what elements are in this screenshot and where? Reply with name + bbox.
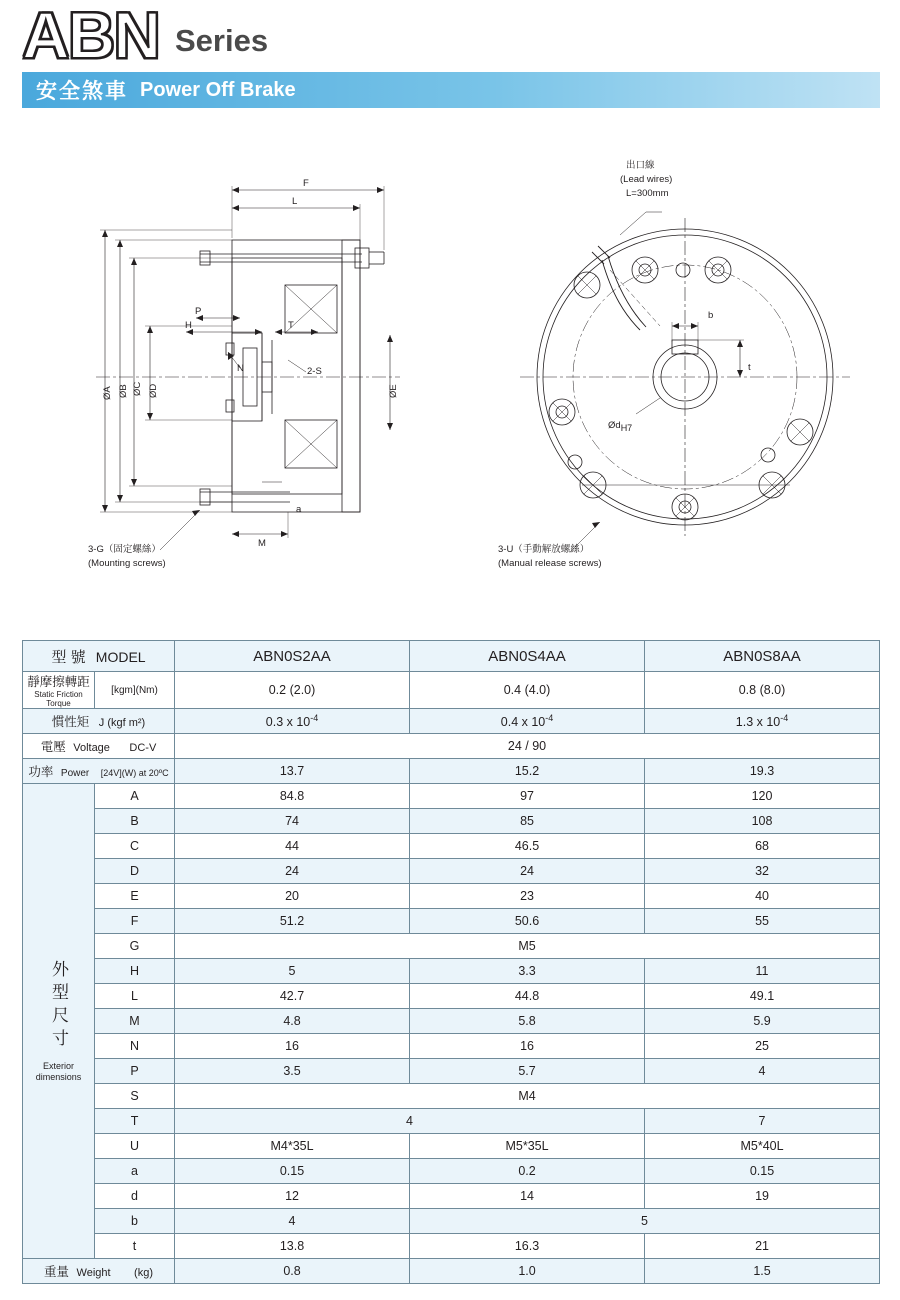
- dim-P-0: 3.5: [175, 1059, 410, 1084]
- dim-label-diaC: ØC: [132, 381, 143, 396]
- dim-label-H: H: [185, 320, 192, 331]
- dim-T-0: 4: [175, 1109, 645, 1134]
- unit-static-torque: [kgm](Nm): [95, 672, 175, 709]
- series-label: Series: [175, 23, 269, 58]
- row-voltage: [23, 734, 880, 759]
- dim-row-P: [23, 1059, 880, 1084]
- dim-letter-M: M: [95, 1009, 175, 1034]
- static-torque-2: 0.8 (8.0): [645, 672, 880, 709]
- dim-letter-d: d: [95, 1184, 175, 1209]
- dim-row-E: [23, 884, 880, 909]
- dim-letter-E: E: [95, 884, 175, 909]
- model-cell-1: ABN0S4AA: [410, 641, 645, 672]
- label-weight: 重量 Weight (kg): [23, 1259, 175, 1284]
- page-header: [0, 0, 900, 130]
- technical-drawing: [0, 130, 900, 630]
- row-inertia: [23, 709, 880, 734]
- dim-label-diaA: ØA: [102, 386, 113, 400]
- dim-label-t: t: [748, 362, 751, 373]
- dim-F-0: 51.2: [175, 909, 410, 934]
- dim-B-0: 74: [175, 809, 410, 834]
- row-weight: [23, 1259, 880, 1284]
- release-screws-label-en: (Manual release screws): [498, 558, 602, 569]
- dim-D-1: 24: [410, 859, 645, 884]
- dim-C-2: 68: [645, 834, 880, 859]
- dim-L-1: 44.8: [410, 984, 645, 1009]
- dim-row-C: [23, 834, 880, 859]
- dim-E-0: 20: [175, 884, 410, 909]
- dim-letter-B: B: [95, 809, 175, 834]
- dim-t-2: 21: [645, 1234, 880, 1259]
- dim-D-2: 32: [645, 859, 880, 884]
- dim-N-0: 16: [175, 1034, 410, 1059]
- lead-wires-length: L=300mm: [626, 188, 669, 199]
- row-power: [23, 759, 880, 784]
- dim-letter-C: C: [95, 834, 175, 859]
- label-power: 功率 Power [24V](W) at 20ºC: [23, 759, 175, 784]
- dim-label-diad: ØdH7: [608, 420, 633, 433]
- title-chinese: 安全煞車: [36, 80, 128, 103]
- dim-N-1: 16: [410, 1034, 645, 1059]
- dim-F-2: 55: [645, 909, 880, 934]
- dim-B-2: 108: [645, 809, 880, 834]
- dim-label-M: M: [258, 538, 266, 549]
- dim-row-D: [23, 859, 880, 884]
- dim-P-1: 5.7: [410, 1059, 645, 1084]
- dim-label-F: F: [303, 178, 309, 189]
- dim-d-1: 14: [410, 1184, 645, 1209]
- model-header-cell: 型 號 MODEL: [23, 641, 175, 672]
- dim-d-2: 19: [645, 1184, 880, 1209]
- title-bar: [22, 72, 880, 108]
- dim-label-L: L: [292, 196, 298, 207]
- power-0: 13.7: [175, 759, 410, 784]
- dim-row-A: [23, 784, 880, 809]
- dim-row-b: [23, 1209, 880, 1234]
- dim-U-0: M4*35L: [175, 1134, 410, 1159]
- dim-H-0: 5: [175, 959, 410, 984]
- row-static-torque: [23, 672, 880, 709]
- dim-label-P: P: [195, 306, 202, 317]
- weight-1: 1.0: [410, 1259, 645, 1284]
- dim-H-2: 11: [645, 959, 880, 984]
- label-voltage: 電壓 Voltage DC-V: [23, 734, 175, 759]
- dim-U-1: M5*35L: [410, 1134, 645, 1159]
- dim-letter-D: D: [95, 859, 175, 884]
- weight-2: 1.5: [645, 1259, 880, 1284]
- lead-wires-label-cn: 出口線: [626, 160, 655, 171]
- voltage-value: 24 / 90: [175, 734, 880, 759]
- weight-0: 0.8: [175, 1259, 410, 1284]
- dim-row-d: [23, 1184, 880, 1209]
- dim-a-2: 0.15: [645, 1159, 880, 1184]
- inertia-2: 1.3 x $10^{-4}$: [645, 709, 880, 734]
- dim-A-1: 97: [410, 784, 645, 809]
- dim-C-0: 44: [175, 834, 410, 859]
- dim-letter-S: S: [95, 1084, 175, 1109]
- dim-letter-U: U: [95, 1134, 175, 1159]
- dim-row-S: [23, 1084, 880, 1109]
- inertia-0: 0.3 x $10^{-4}$: [175, 709, 410, 734]
- dim-P-2: 4: [645, 1059, 880, 1084]
- release-screws-label-cn: 3-U（手動解放螺絲）: [498, 544, 590, 555]
- inertia-1: 0.4 x $10^{-4}$: [410, 709, 645, 734]
- dim-L-0: 42.7: [175, 984, 410, 1009]
- dim-N-2: 25: [645, 1034, 880, 1059]
- dim-C-1: 46.5: [410, 834, 645, 859]
- dim-row-G: [23, 934, 880, 959]
- dim-M-0: 4.8: [175, 1009, 410, 1034]
- dim-letter-P: P: [95, 1059, 175, 1084]
- dim-label-diaB: ØB: [118, 384, 129, 398]
- brand-row: [22, 0, 269, 72]
- dim-label-a: a: [296, 504, 302, 515]
- dim-letter-G: G: [95, 934, 175, 959]
- dim-letter-N: N: [95, 1034, 175, 1059]
- mounting-screws-label-cn: 3-G（固定螺絲）: [88, 544, 161, 555]
- dim-label-2S: 2-S: [307, 366, 322, 377]
- model-cell-2: ABN0S8AA: [645, 641, 880, 672]
- dim-row-H: [23, 959, 880, 984]
- dim-L-2: 49.1: [645, 984, 880, 1009]
- dim-letter-T: T: [95, 1109, 175, 1134]
- dim-d-0: 12: [175, 1184, 410, 1209]
- dim-label-T: T: [288, 320, 294, 331]
- dim-row-U: [23, 1134, 880, 1159]
- dim-a-1: 0.2: [410, 1159, 645, 1184]
- dim-row-B: [23, 809, 880, 834]
- dim-M-1: 5.8: [410, 1009, 645, 1034]
- dim-S-all: M4: [175, 1084, 880, 1109]
- table-header-row: [23, 641, 880, 672]
- title-english: Power Off Brake: [140, 78, 296, 101]
- exterior-dimensions-label: 外型尺寸 Exterior dimensions: [23, 784, 95, 1259]
- model-cell-0: ABN0S2AA: [175, 641, 410, 672]
- dim-U-2: M5*40L: [645, 1134, 880, 1159]
- dim-row-a: [23, 1159, 880, 1184]
- dim-F-1: 50.6: [410, 909, 645, 934]
- dim-D-0: 24: [175, 859, 410, 884]
- dim-row-T: [23, 1109, 880, 1134]
- mounting-screws-label-en: (Mounting screws): [88, 558, 166, 569]
- dim-row-M: [23, 1009, 880, 1034]
- dim-letter-b: b: [95, 1209, 175, 1234]
- dim-label-b: b: [708, 310, 714, 321]
- dim-row-F: [23, 909, 880, 934]
- dim-letter-H: H: [95, 959, 175, 984]
- dim-letter-t: t: [95, 1234, 175, 1259]
- dim-b-0: 4: [175, 1209, 410, 1234]
- drawing-svg: [0, 130, 900, 630]
- dim-A-0: 84.8: [175, 784, 410, 809]
- dim-row-N: [23, 1034, 880, 1059]
- dim-label-diaE: ØE: [388, 384, 399, 398]
- specifications-table: [22, 640, 880, 1284]
- static-torque-0: 0.2 (2.0): [175, 672, 410, 709]
- dim-A-2: 120: [645, 784, 880, 809]
- dim-label-N: N: [237, 363, 244, 374]
- dim-letter-F: F: [95, 909, 175, 934]
- dim-E-2: 40: [645, 884, 880, 909]
- power-2: 19.3: [645, 759, 880, 784]
- dim-label-diaD: ØD: [148, 383, 159, 398]
- dim-t-0: 13.8: [175, 1234, 410, 1259]
- static-torque-1: 0.4 (4.0): [410, 672, 645, 709]
- label-inertia: 慣性矩 J (kgf m²): [23, 709, 175, 734]
- dim-letter-L: L: [95, 984, 175, 1009]
- dim-T-1: 7: [645, 1109, 880, 1134]
- dim-a-0: 0.15: [175, 1159, 410, 1184]
- brand-logo-text: ABN: [22, 0, 159, 72]
- dim-G-all: M5: [175, 934, 880, 959]
- dim-H-1: 3.3: [410, 959, 645, 984]
- dim-b-1: 5: [410, 1209, 880, 1234]
- dim-row-t: [23, 1234, 880, 1259]
- dim-B-1: 85: [410, 809, 645, 834]
- label-static-torque: 靜摩擦轉距 Static Friction Torque: [23, 672, 95, 709]
- dim-letter-a: a: [95, 1159, 175, 1184]
- dim-t-1: 16.3: [410, 1234, 645, 1259]
- power-1: 15.2: [410, 759, 645, 784]
- dim-E-1: 23: [410, 884, 645, 909]
- dim-M-2: 5.9: [645, 1009, 880, 1034]
- dim-letter-A: A: [95, 784, 175, 809]
- lead-wires-label-en: (Lead wires): [620, 174, 673, 185]
- dim-row-L: [23, 984, 880, 1009]
